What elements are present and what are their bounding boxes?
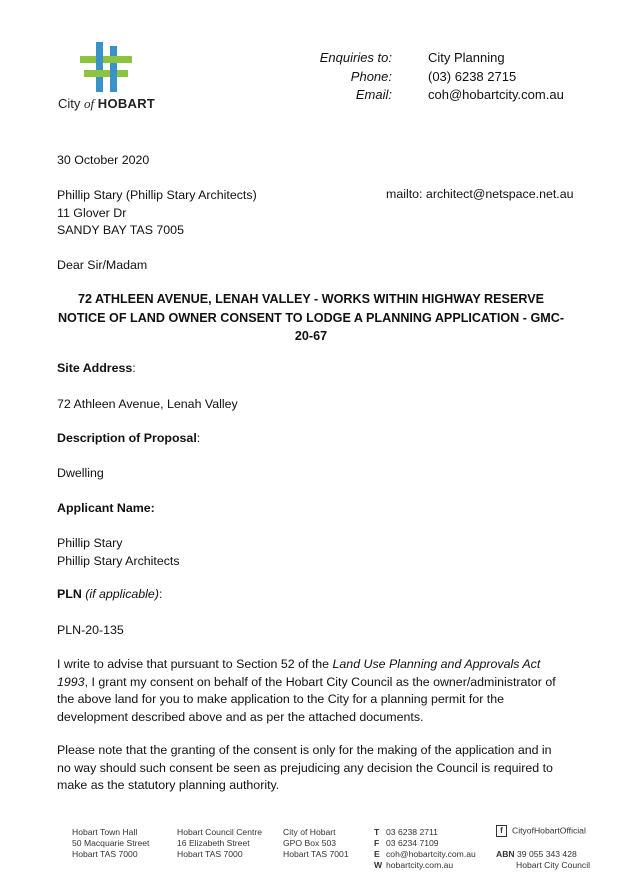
phone-label: Phone: xyxy=(350,68,392,84)
applicant-heading: Applicant Name: xyxy=(57,501,155,515)
applicant-company: Phillip Stary Architects xyxy=(57,553,180,568)
site-address-value: 72 Athleen Avenue, Lenah Valley xyxy=(57,397,238,411)
footer-email[interactable]: coh@hobartcity.com.au xyxy=(386,849,476,859)
footer-website[interactable]: hobartcity.com.au xyxy=(386,860,454,870)
pln-value: PLN-20-135 xyxy=(57,623,124,637)
pln-heading: PLN (if applicable): xyxy=(57,587,163,601)
letter-subject-heading: 72 ATHLEEN AVENUE, LENAH VALLEY - WORKS WITHIN HIGHWAY RESERVE NOTICE OF LAND OWNER CONSENT TO LODGE A PLANNING APPLICATION - GMC- 20-67 xyxy=(57,292,565,343)
footer-town-hall: Hobart Town Hall 50 Macquarie Street Hobart TAS 7000 xyxy=(72,827,150,859)
applicant-details xyxy=(57,535,567,570)
site-address-heading: Site Address: xyxy=(57,361,136,375)
letter-date: 30 October 2020 xyxy=(57,153,150,167)
logo-wordmark: City of HOBART xyxy=(58,96,156,111)
enquiry-values xyxy=(428,49,564,105)
enquiries-value: City Planning xyxy=(428,50,505,65)
recipient-street: 11 Glover Dr xyxy=(57,205,127,220)
footer-facebook[interactable]: f CityofHobartOfficial xyxy=(496,825,586,837)
applicant-name: Phillip Stary xyxy=(57,536,123,550)
footer-council-centre: Hobart Council Centre 16 Elizabeth Street Hobart TAS 7000 xyxy=(177,827,263,859)
city-of-hobart-logo xyxy=(80,42,132,92)
footer-phone: 03 6238 2711 xyxy=(386,827,438,837)
recipient-mailto-link[interactable]: mailto: architect@netspace.net.au xyxy=(386,187,574,201)
description-value: Dwelling xyxy=(57,466,104,480)
enquiry-labels xyxy=(320,49,392,105)
email-value[interactable]: coh@hobartcity.com.au xyxy=(428,87,564,102)
footer-abn: ABN 39 055 343 428 Hobart City Council xyxy=(496,849,591,870)
city-logo-mark-icon xyxy=(80,42,132,92)
footer-contacts: T 03 6238 2711 F 03 6234 7109 E coh@hobartcity.com.au W hobartcity.com.au xyxy=(374,827,476,870)
facebook-icon: f xyxy=(496,825,507,837)
recipient-name: Phillip Stary (Phillip Stary Architects) xyxy=(57,188,257,202)
recipient-suburb: SANDY BAY TAS 7005 xyxy=(57,223,184,237)
salutation: Dear Sir/Madam xyxy=(57,258,148,272)
email-label: Email: xyxy=(355,87,392,102)
phone-value: (03) 6238 2715 xyxy=(428,68,517,84)
description-heading: Description of Proposal: xyxy=(57,431,201,445)
disclaimer-paragraph: Please note that the granting of the consent is only for the making of the application and in no way should such consent be seen as prejudicing any decision the Council is required to make as the statutory planning authority. xyxy=(57,743,553,792)
enquiries-label: Enquiries to: xyxy=(319,50,392,65)
footer-postal: City of Hobart GPO Box 503 Hobart TAS 7001 xyxy=(283,827,349,859)
consent-paragraph: I write to advise that pursuant to Section 52 of the Land Use Planning and Approvals Act 1993, I grant my consent on behalf of the Hobart City Council as the owner/administrator of the above land for you to make application to the City for a planning permit for the development described above and as per the attached documents. xyxy=(57,657,556,724)
footer-fax: 03 6234 7109 xyxy=(386,838,439,848)
